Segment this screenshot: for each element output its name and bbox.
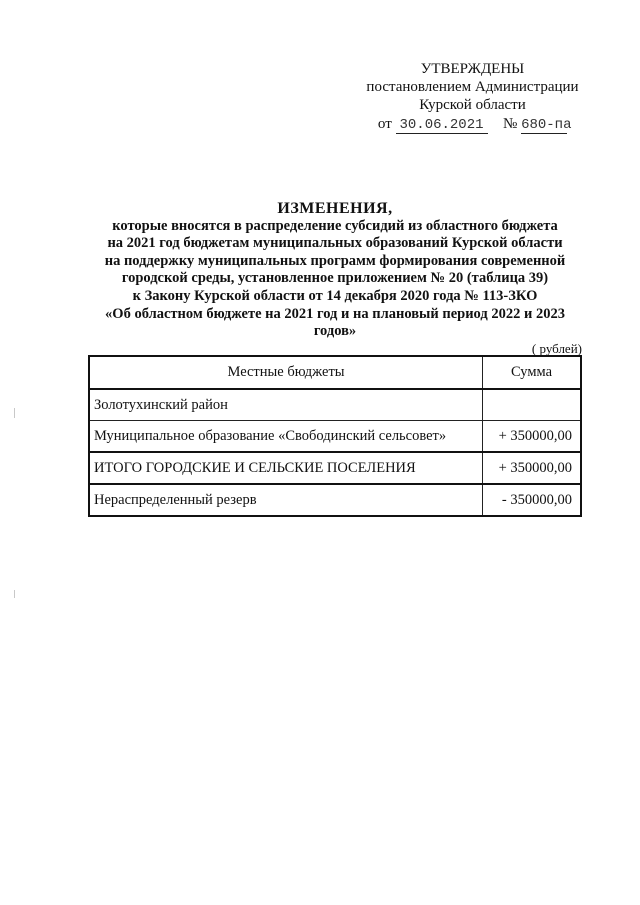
units-note: ( рублей) <box>531 341 582 356</box>
subsidy-table <box>88 355 582 517</box>
row-sum: + 350000,00 <box>483 421 581 453</box>
title-line: «Об областном бюджете на 2021 год и на плановый период 2022 и 2023 <box>105 305 565 322</box>
title-line: на поддержку муниципальных программ формирования современной <box>104 252 566 269</box>
resolution-number: 680-па <box>521 117 572 133</box>
title-line: на 2021 год бюджетам муниципальных образований Курской области <box>107 235 563 252</box>
approval-block <box>360 60 585 134</box>
row-name: ИТОГО ГОРОДСКИЕ И СЕЛЬСКИЕ ПОСЕЛЕНИЯ <box>89 452 483 484</box>
approval-resolution: постановлением Администрации <box>366 79 579 95</box>
scan-speck <box>14 408 15 418</box>
table-row <box>89 389 581 421</box>
document-title <box>80 200 590 341</box>
approval-region: Курской области <box>419 97 526 113</box>
row-sum <box>483 389 581 421</box>
title-line: городской среды, установленное приложением № 20 (таблица 39) <box>121 270 549 287</box>
table-row-total <box>89 452 581 484</box>
row-sum: + 350000,00 <box>483 452 581 484</box>
header-sum: Сумма <box>483 356 581 389</box>
number-label: № <box>503 116 518 132</box>
title-line: к Закону Курской области от 14 декабря 2020 года № 113-ЗКО <box>132 287 538 304</box>
title-line: годов» <box>313 323 357 340</box>
scan-speck <box>14 590 15 598</box>
approval-date-line <box>360 115 585 134</box>
header-local-budgets: Местные бюджеты <box>89 356 483 389</box>
row-name: Нераспределенный резерв <box>89 484 483 516</box>
row-sum: - 350000,00 <box>483 484 581 516</box>
resolution-date: 30.06.2021 <box>396 118 488 134</box>
title-heading: ИЗМЕНЕНИЯ, <box>277 200 393 217</box>
table-row <box>89 421 581 453</box>
row-name: Муниципальное образование «Свободинский сельсовет» <box>89 421 483 453</box>
from-label: от <box>377 116 392 132</box>
table-row <box>89 484 581 516</box>
approval-title: УТВЕРЖДЕНЫ <box>420 61 525 77</box>
row-name: Золотухинский район <box>89 389 483 421</box>
title-line: которые вносятся в распределение субсидий из областного бюджета <box>112 217 558 234</box>
table-header-row <box>89 356 581 389</box>
